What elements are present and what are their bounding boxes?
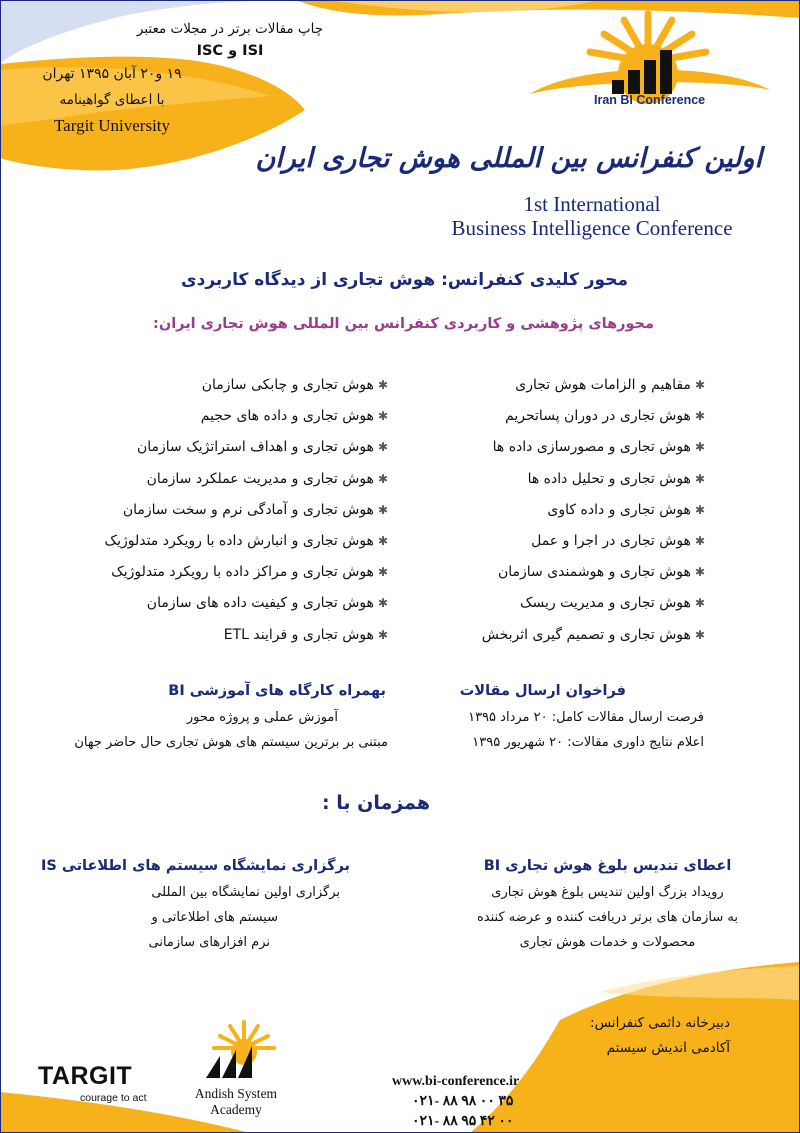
review-results-date: اعلام نتایج داوری مقالات: ۲۰ شهریور ۱۳۹۵	[472, 735, 704, 750]
award-heading: اعطای تندیس بلوغ هوش تجاری BI	[483, 858, 732, 874]
list-item: ✱هوش تجاری و داده های حجیم	[200, 408, 388, 425]
call-for-papers-heading: فراخوان ارسال مقالات	[459, 683, 626, 699]
list-item: ✱هوش تجاری در دوران پساتحریم	[505, 408, 705, 425]
exhibition-line2: سیستم های اطلاعاتی و	[151, 910, 278, 925]
bullet-icon: ✱	[694, 378, 705, 392]
bullet-icon: ✱	[694, 627, 705, 642]
event-date: ۱۹ و۲۰ آبان ۱۳۹۵ تهران	[42, 66, 182, 82]
bullet-icon: ✱	[694, 440, 705, 455]
list-item: ✱هوش تجاری و فرایند ETL	[223, 626, 388, 643]
exhibition-line3: نرم افزارهای سازمانی	[148, 935, 270, 950]
key-theme: محور کلیدی کنفرانس: هوش تجاری از دیدگاه کاربردی	[181, 270, 628, 290]
topics-heading: محورهای پژوهشی و کاربردی کنفرانس بین المللی هوش تجاری ایران:	[153, 316, 654, 332]
bullet-icon: ✱	[694, 565, 705, 580]
list-item: ✱هوش تجاری و تصمیم گیری اثربخش	[481, 626, 705, 643]
list-item: ✱هوش تجاری در اجرا و عمل	[531, 532, 705, 549]
submission-deadline: فرصت ارسال مقالات کامل: ۲۰ مرداد ۱۳۹۵	[468, 710, 704, 725]
sun-bar-chart-icon	[520, 2, 780, 127]
logo-text: Iran BI Conference	[594, 93, 706, 107]
andish-line2: Academy	[210, 1102, 262, 1117]
bullet-icon: ✱	[694, 471, 705, 486]
call-for-papers	[460, 683, 704, 755]
secretariat-label: دبیرخانه دائمی کنفرانس:	[590, 1015, 730, 1031]
journals-line2: ISI و ISC	[196, 43, 264, 59]
topics-list-left	[105, 377, 388, 658]
bullet-icon: ✱	[694, 409, 705, 424]
list-item: ✱مفاهیم و الزامات هوش تجاری	[515, 377, 705, 393]
phone-2: ۰۲۱- ۸۸ ۹۵ ۴۲ ۰۰	[412, 1114, 514, 1129]
secretariat-name: آکادمی اندیش سیستم	[606, 1040, 730, 1056]
targit-logo: TARGIT	[38, 1062, 133, 1090]
list-item: ✱هوش تجاری و کیفیت داده های سازمان	[146, 595, 388, 612]
bullet-icon: ✱	[377, 440, 388, 455]
bullet-icon: ✱	[377, 596, 388, 611]
bullet-icon: ✱	[377, 502, 388, 517]
workshops	[74, 683, 388, 755]
list-item: ✱هوش تجاری و مدیریت ریسک	[519, 595, 705, 612]
is-exhibition	[41, 858, 350, 955]
targit-tagline: courage to act	[80, 1092, 147, 1104]
list-item: ✱هوش تجاری و آمادگی نرم و سخت سازمان	[122, 501, 388, 518]
certificate-text: با اعطای گواهینامه	[59, 92, 165, 108]
list-item: ✱هوش تجاری و تحلیل داده ها	[527, 470, 705, 487]
list-item: ✱هوش تجاری و انبارش داده با رویکرد متدلوژیک	[104, 532, 388, 549]
award-line3: محصولات و خدمات هوش تجاری	[519, 935, 696, 950]
title-english	[422, 192, 762, 240]
title-persian: اولین کنفرانس بین المللی هوش تجاری ایران	[255, 143, 762, 174]
bullet-icon: ✱	[694, 502, 705, 517]
list-item: ✱هوش تجاری و داده کاوی	[547, 501, 705, 518]
bullet-icon: ✱	[694, 596, 705, 611]
concurrent-heading: همزمان با :	[322, 792, 430, 814]
list-item: ✱هوش تجاری و مدیریت عملکرد سازمان	[146, 470, 388, 487]
andish-logo-text	[186, 1086, 286, 1118]
bullet-icon: ✱	[377, 409, 388, 424]
journals-line1: چاپ مقالات برتر در مجلات معتبر	[136, 21, 324, 37]
bullet-icon: ✱	[377, 565, 388, 580]
contact-info	[392, 1072, 552, 1132]
bullet-icon: ✱	[377, 471, 388, 486]
list-item: ✱هوش تجاری و مراکز داده با رویکرد متدلوژیک	[111, 564, 388, 581]
workshops-line2: مبتنی بر برترین سیستم های هوش تجاری حال حاضر جهان	[74, 735, 388, 750]
topics-list-right	[482, 377, 705, 658]
bullet-icon: ✱	[694, 533, 705, 548]
award-line1: رویداد بزرگ اولین تندیس بلوغ هوش تجاری	[491, 885, 724, 900]
list-item: ✱هوش تجاری و مصورسازی داده ها	[492, 439, 705, 456]
bullet-icon: ✱	[377, 378, 388, 392]
header-info	[10, 18, 450, 62]
university-name: Targit University	[53, 116, 171, 135]
workshops-line1: آموزش عملی و پروژه محور	[186, 710, 338, 725]
title-english-line2: Business Intelligence Conference	[451, 216, 733, 240]
bullet-icon: ✱	[377, 627, 388, 642]
award-line2: به سازمان های برتر دریافت کننده و عرضه کننده	[476, 910, 738, 925]
andish-line1: Andish System	[194, 1086, 278, 1101]
sun-bars-icon	[200, 1018, 280, 1084]
bullet-icon: ✱	[377, 533, 388, 548]
website-link[interactable]: www.bi-conference.ir	[392, 1074, 520, 1089]
list-item: ✱هوش تجاری و هوشمندی سازمان	[497, 564, 705, 581]
title-english-line1: 1st International	[523, 192, 661, 216]
list-item: ✱هوش تجاری و چابکی سازمان	[201, 377, 388, 393]
exhibition-heading: برگزاری نمایشگاه سیستم های اطلاعاتی IS	[41, 858, 350, 874]
exhibition-line1: برگزاری اولین نمایشگاه بین المللی	[151, 885, 340, 900]
bi-maturity-award	[477, 858, 738, 955]
phone-1: ۰۲۱- ۸۸ ۹۸ ۰۰ ۳۵	[412, 1094, 514, 1109]
workshops-heading: بهمراه کارگاه های آموزشی BI	[168, 683, 386, 699]
list-item: ✱هوش تجاری و اهداف استراتژیک سازمان	[136, 439, 388, 456]
